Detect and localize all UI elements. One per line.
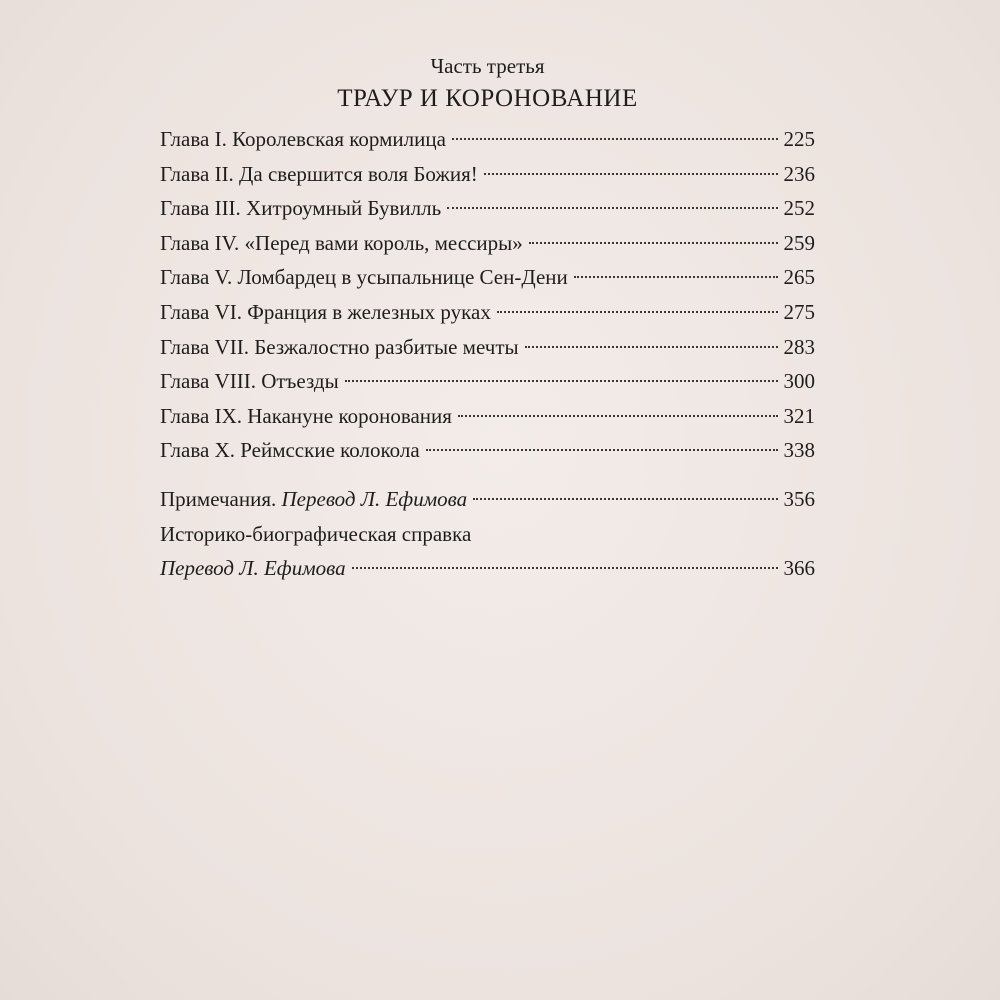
dot-leader [473,498,777,500]
page-number: 300 [783,369,815,394]
toc-entry-reference [160,553,815,588]
dot-leader [529,242,778,244]
dot-leader [345,380,778,382]
chapter-title: Глава IX. Накануне коронования [160,403,452,428]
dot-leader [484,173,778,175]
toc-entry [160,228,815,263]
toc-entry [160,262,815,297]
chapter-title: Глава VII. Безжалостно разбитые мечты [160,334,519,359]
chapter-title: Глава VI. Франция в железных руках [160,299,491,324]
spacer [160,470,815,484]
toc-entry [160,366,815,401]
notes-label: Примечания. [160,486,277,511]
toc-entry [160,193,815,228]
page-number: 338 [783,438,815,463]
page-number: 321 [783,403,815,428]
toc-entry [160,332,815,367]
chapter-title: Глава II. Да свершится воля Божия! [160,161,478,186]
toc-entry [160,297,815,332]
chapter-title: Глава I. Королевская кормилица [160,127,446,151]
notes-translator: Перевод Л. Ефимова [281,486,468,511]
chapter-title: Глава X. Реймсские колокола [160,438,420,463]
toc-entry [160,159,815,194]
page-number: 252 [783,196,815,221]
toc-entry [160,124,815,159]
part-title: ТРАУР И КОРОНОВАНИЕ [337,85,638,112]
dot-leader [352,567,778,569]
toc-entry [160,435,815,470]
page-number: 225 [783,127,815,151]
dot-leader [574,276,778,278]
chapter-title: Глава III. Хитроумный Бувилль [160,196,442,221]
chapter-title: Глава IV. «Перед вами король, мессиры» [160,230,523,255]
dot-leader [452,138,778,140]
chapter-title: Глава VIII. Отъезды [160,369,339,394]
dot-leader [525,346,778,348]
reference-title: Историко-биографическая справка [160,521,472,546]
page-number: 283 [783,334,815,359]
notes-title [160,484,467,514]
chapter-title: Глава V. Ломбардец в усыпальнице Сен-Дени [160,265,568,290]
page-number: 265 [783,265,815,290]
dot-leader [447,207,777,209]
page-number: 236 [783,161,815,186]
page-number: 366 [783,555,815,580]
toc-entry [160,401,815,436]
dot-leader [426,449,778,451]
dot-leader [458,415,778,417]
reference-translator: Перевод Л. Ефимова [160,555,346,580]
part-label: Часть третья [430,54,545,78]
dot-leader [497,311,778,313]
table-of-contents [160,52,815,587]
toc-entry-notes [160,484,815,519]
page-number: 259 [783,230,815,255]
page-number: 356 [783,486,815,511]
page-number: 275 [783,299,815,324]
